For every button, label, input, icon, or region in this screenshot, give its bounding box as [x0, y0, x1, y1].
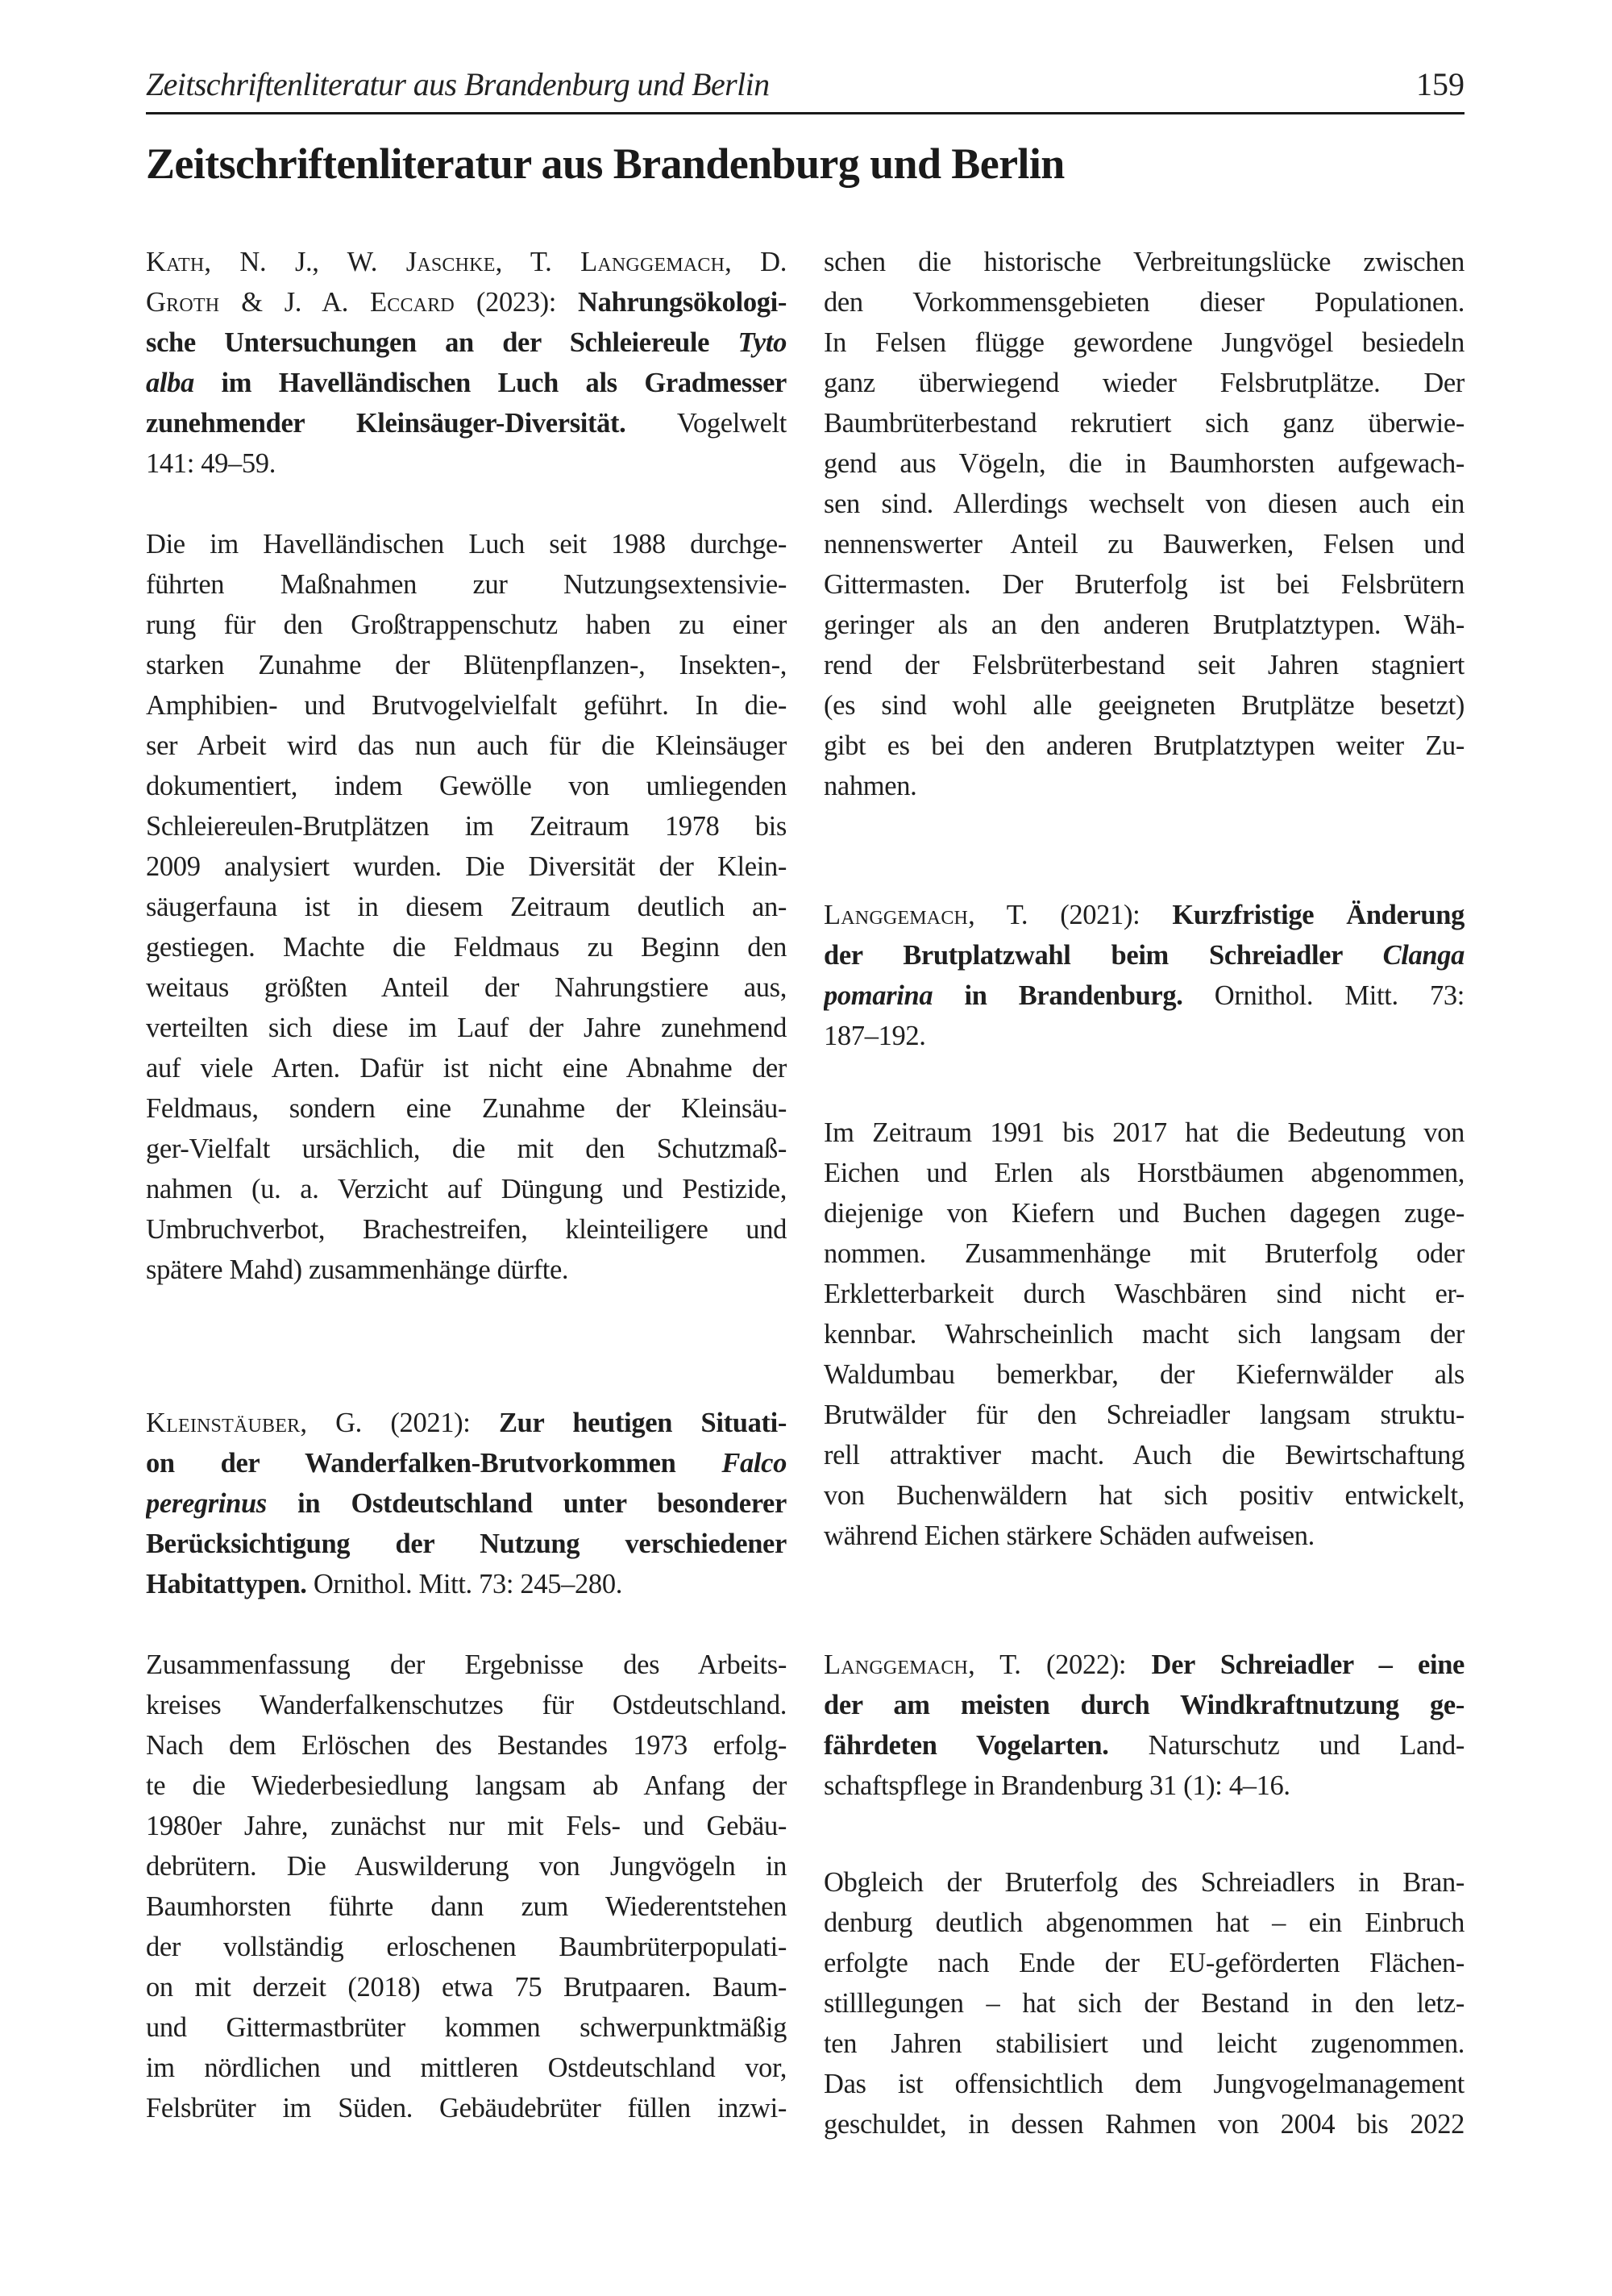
text-run: nommen. Zusammenhänge mit Bruterfolg oder: [824, 1238, 1465, 1269]
entry-langgemach-2022-citation: [824, 1645, 1465, 1806]
text-run: nahmen.: [824, 771, 917, 801]
text-run: , G. (2021):: [300, 1408, 500, 1438]
text-line: [824, 1274, 1465, 1314]
text-line: [824, 443, 1465, 484]
text-line: [146, 524, 787, 564]
text-run: Eichen und Erlen als Horstbäumen abgenommen,: [824, 1158, 1465, 1188]
text-line: [146, 1564, 787, 1604]
author-name: Kath: [146, 247, 205, 277]
text-line: [824, 645, 1465, 685]
text-line: [146, 1725, 787, 1766]
text-line: [824, 242, 1465, 282]
text-run: Erkletterbarkeit durch Waschbären sind nicht er-: [824, 1279, 1465, 1309]
entry-kath-2023-abstract: [146, 524, 787, 1290]
text-run: Brutwälder für den Schreiadler langsam struktu-: [824, 1400, 1465, 1430]
article-title-run: Falco: [721, 1448, 787, 1479]
text-run: gestiegen. Machte die Feldmaus zu Beginn den: [146, 932, 787, 963]
author-name: Groth: [146, 287, 220, 318]
text-run: Die im Havelländischen Luch seit 1988 durchge-: [146, 529, 787, 559]
text-line: [824, 975, 1465, 1016]
text-line: [824, 1354, 1465, 1395]
text-line: [824, 766, 1465, 806]
text-line: [824, 1153, 1465, 1193]
text-line: [824, 726, 1465, 766]
text-run: nahmen (u. a. Verzicht auf Düngung und Pestizide,: [146, 1174, 787, 1204]
text-run: auf viele Arten. Dafür ist nicht eine Abnahme der: [146, 1053, 787, 1084]
text-run: denburg deutlich abgenommen hat – ein Einbruch: [824, 1907, 1465, 1938]
text-run: den Vorkommensgebieten dieser Populationen.: [824, 287, 1465, 318]
text-line: [146, 1483, 787, 1524]
article-title-run: im Havelländischen Luch als Gradmesser: [193, 368, 787, 398]
text-line: [146, 1886, 787, 1927]
text-line: [146, 1685, 787, 1725]
text-line: [824, 895, 1465, 935]
text-run: starken Zunahme der Blütenpflanzen-, Insekten-,: [146, 650, 787, 680]
text-line: [824, 1314, 1465, 1354]
text-line: [146, 726, 787, 766]
text-run: säugerfauna ist in diesem Zeitraum deutlich an-: [146, 892, 787, 922]
text-line: [824, 1233, 1465, 1274]
text-line: [824, 484, 1465, 524]
text-line: [146, 766, 787, 806]
entry-kleinstaeuber-2021-citation: [146, 1403, 787, 1604]
text-line: [146, 1048, 787, 1088]
text-run: geschuldet, in dessen Rahmen von 2004 bis 2022: [824, 2109, 1465, 2140]
text-run: , T.: [495, 247, 581, 277]
text-line: [824, 1395, 1465, 1435]
text-run: ger-Vielfalt ursächlich, die mit den Schutzmaß-: [146, 1133, 787, 1164]
text-line: [146, 322, 787, 363]
entry-langgemach-2022-abstract: [824, 1862, 1465, 2144]
text-run: rend der Felsbrüterbestand seit Jahren stagniert: [824, 650, 1465, 680]
entry-kleinstaeuber-2021-abstract: [146, 1645, 787, 2128]
page-number: 159: [1416, 66, 1465, 102]
text-run: spätere Mahd) zusammenhänge dürfte.: [146, 1254, 569, 1285]
author-name: Langgemach: [824, 900, 969, 930]
text-run: 1980er Jahre, zunächst nur mit Fels- und Gebäu-: [146, 1811, 787, 1841]
author-name: Jaschke: [405, 247, 496, 277]
text-run: Das ist offensichtlich dem Jungvogelmanagement: [824, 2069, 1465, 2099]
article-title-run: Habitattypen.: [146, 1569, 307, 1599]
running-title: Zeitschriftenliteratur aus Brandenburg und Berlin: [146, 66, 770, 102]
text-line: [824, 1766, 1465, 1806]
text-run: Obgleich der Bruterfolg des Schreiadlers in Bran-: [824, 1867, 1465, 1898]
text-run: verteilten sich diese im Lauf der Jahre zunehmend: [146, 1013, 787, 1043]
text-run: ganz überwiegend wieder Felsbrutplätze. Der: [824, 368, 1465, 398]
text-run: schen die historische Verbreitungslücke zwischen: [824, 247, 1465, 277]
text-line: [824, 1113, 1465, 1153]
text-run: Vogelwelt: [625, 408, 787, 439]
text-line: [146, 1443, 787, 1483]
author-name: Eccard: [369, 287, 455, 318]
text-line: [146, 564, 787, 605]
text-line: [146, 1250, 787, 1290]
text-line: [146, 1169, 787, 1209]
text-run: 187–192.: [824, 1021, 926, 1051]
text-line: [824, 1685, 1465, 1725]
text-line: [824, 1725, 1465, 1766]
article-title-run: sche Untersuchungen an der Schleiereule: [146, 327, 738, 358]
text-line: [824, 2104, 1465, 2144]
text-line: [146, 1967, 787, 2007]
text-run: weitaus größten Anteil der Nahrungstiere aus,: [146, 972, 787, 1003]
entry-kath-2023-citation: [146, 242, 787, 484]
text-run: Amphibien- und Brutvogelvielfalt geführt. In die-: [146, 690, 787, 721]
text-run: rell attraktiver macht. Auch die Bewirtschaftung: [824, 1440, 1465, 1470]
text-run: Zusammenfassung der Ergebnisse des Arbeits-: [146, 1649, 787, 1680]
text-line: [146, 1645, 787, 1685]
text-run: on mit derzeit (2018) etwa 75 Brutpaaren. Baum-: [146, 1972, 787, 2003]
text-run: ten Jahren stabilisiert und leicht zugenommen.: [824, 2028, 1465, 2059]
text-run: gend aus Vögeln, die in Baumhorsten aufgewach-: [824, 448, 1465, 479]
text-run: 2009 analysiert wurden. Die Diversität der Klein-: [146, 851, 787, 882]
text-line: [146, 2088, 787, 2128]
text-run: Felsbrüter im Süden. Gebäudebrüter füllen inzwi-: [146, 2093, 787, 2123]
text-run: Gittermasten. Der Bruterfolg ist bei Felsbrütern: [824, 569, 1465, 600]
text-run: Nach dem Erlöschen des Bestandes 1973 erfolg-: [146, 1730, 787, 1761]
text-run: Im Zeitraum 1991 bis 2017 hat die Bedeutung von: [824, 1117, 1465, 1148]
entry-langgemach-2021-abstract: [824, 1113, 1465, 1556]
text-run: während Eichen stärkere Schäden aufweisen.: [824, 1520, 1315, 1551]
author-name: Kleinstäuber: [146, 1408, 301, 1438]
text-line: [824, 1475, 1465, 1516]
text-line: [146, 242, 787, 282]
text-line: [146, 1524, 787, 1564]
article-title-run: on der Wanderfalken-Brutvorkommen: [146, 1448, 722, 1479]
running-head: [146, 64, 1465, 114]
text-run: sen sind. Allerdings wechselt von diesen auch ein: [824, 489, 1465, 519]
text-line: [146, 806, 787, 846]
article-title-run: Tyto: [737, 327, 787, 358]
text-line: [146, 1129, 787, 1169]
section-title: Zeitschriftenliteratur aus Brandenburg und Berlin: [146, 139, 1065, 188]
article-title-run: alba: [146, 368, 194, 398]
text-run: , D.: [725, 247, 787, 277]
article-title-run: Der Schreiadler – eine: [1151, 1649, 1465, 1680]
text-run: kreises Wanderfalkenschutzes für Ostdeutschland.: [146, 1690, 787, 1720]
article-title-run: in Brandenburg.: [933, 980, 1183, 1011]
text-line: [824, 2064, 1465, 2104]
text-run: der vollständig erloschenen Baumbrüterpopulati-: [146, 1932, 787, 1962]
text-line: [146, 1008, 787, 1048]
text-run: rung für den Großtrappenschutz haben zu einer: [146, 609, 787, 640]
text-line: [824, 1193, 1465, 1233]
text-line: [146, 605, 787, 645]
text-run: Schleiereulen-Brutplätzen im Zeitraum 1978 bis: [146, 811, 787, 842]
text-line: [146, 2007, 787, 2048]
article-title-run: der am meisten durch Windkraftnutzung ge-: [824, 1690, 1465, 1720]
text-line: [146, 927, 787, 967]
text-line: [824, 403, 1465, 443]
text-line: [146, 1088, 787, 1129]
article-title-run: in Ostdeutschland unter besonderer: [266, 1488, 787, 1519]
text-line: [146, 685, 787, 726]
text-line: [824, 1516, 1465, 1556]
text-line: [824, 1016, 1465, 1056]
text-run: gibt es bei den anderen Brutplatztypen weiter Zu-: [824, 730, 1465, 761]
text-line: [146, 1403, 787, 1443]
text-line: [824, 1435, 1465, 1475]
text-run: Naturschutz und Land-: [1108, 1730, 1465, 1761]
text-run: Feldmaus, sondern eine Zunahme der Kleinsäu-: [146, 1093, 787, 1124]
text-run: diejenige von Kiefern und Buchen dagegen zuge-: [824, 1198, 1465, 1229]
article-title-run: Kurzfristige Änderung: [1172, 900, 1465, 930]
text-line: [824, 685, 1465, 726]
article-title-run: der Brutplatzwahl beim Schreiadler: [824, 940, 1383, 971]
text-line: [146, 1927, 787, 1967]
article-title-run: Berücksichtigung der Nutzung verschiedener: [146, 1529, 787, 1559]
text-run: In Felsen flügge gewordene Jungvögel besiedeln: [824, 327, 1465, 358]
text-run: Ornithol. Mitt. 73:: [1182, 980, 1465, 1011]
text-run: von Buchenwäldern hat sich positiv entwickelt,: [824, 1480, 1465, 1511]
text-run: und Gittermastbrüter kommen schwerpunktmäßig: [146, 2012, 787, 2043]
text-line: [146, 846, 787, 887]
text-run: führten Maßnahmen zur Nutzungsextensivie-: [146, 569, 787, 600]
text-run: kennbar. Wahrscheinlich macht sich langsam der: [824, 1319, 1465, 1350]
author-name: Langgemach: [580, 247, 725, 277]
text-line: [146, 967, 787, 1008]
text-line: [146, 1846, 787, 1886]
text-line: [146, 645, 787, 685]
text-line: [824, 524, 1465, 564]
text-line: [146, 1209, 787, 1250]
text-line: [146, 282, 787, 322]
text-line: [146, 403, 787, 443]
text-run: , T. (2021):: [968, 900, 1173, 930]
text-run: erfolgte nach Ende der EU-geförderten Flächen-: [824, 1948, 1465, 1978]
article-title-run: fährdeten Vogelarten.: [824, 1730, 1109, 1761]
text-line: [824, 1983, 1465, 2024]
text-line: [146, 1766, 787, 1806]
text-line: [824, 2024, 1465, 2064]
text-line: [146, 2048, 787, 2088]
text-run: dokumentiert, indem Gewölle von umliegenden: [146, 771, 787, 801]
text-line: [146, 443, 787, 484]
author-name: Langgemach: [824, 1649, 969, 1680]
text-run: 141: 49–59.: [146, 448, 276, 479]
article-title-run: pomarina: [824, 980, 933, 1011]
text-line: [824, 1903, 1465, 1943]
text-run: nennenswerter Anteil zu Bauwerken, Felsen und: [824, 529, 1465, 559]
text-line: [824, 1645, 1465, 1685]
text-run: (es sind wohl alle geeigneten Brutplätze besetzt): [824, 690, 1465, 721]
text-run: Ornithol. Mitt. 73: 245–280.: [306, 1569, 622, 1599]
text-run: & J. A.: [219, 287, 370, 318]
text-line: [824, 1862, 1465, 1903]
text-run: im nördlichen und mittleren Ostdeutschland vor,: [146, 2053, 787, 2083]
text-run: geringer als an den anderen Brutplatztypen. Wäh-: [824, 609, 1465, 640]
text-run: , N. J., W.: [204, 247, 406, 277]
text-run: debrütern. Die Auswilderung von Jungvögeln in: [146, 1851, 787, 1882]
text-run: , T. (2022):: [968, 1649, 1152, 1680]
text-line: [824, 935, 1465, 975]
text-line: [824, 605, 1465, 645]
entry-langgemach-2021-citation: [824, 895, 1465, 1056]
text-line: [824, 322, 1465, 363]
text-line: [824, 1943, 1465, 1983]
text-run: (2023):: [454, 287, 579, 318]
text-line: [146, 363, 787, 403]
entry-kleinstaeuber-2021-abstract-continued: [824, 242, 1465, 806]
text-run: Umbruchverbot, Brachestreifen, kleinteiligere und: [146, 1214, 787, 1245]
text-run: Waldumbau bemerkbar, der Kiefernwälder als: [824, 1359, 1465, 1390]
text-run: schaftspflege in Brandenburg 31 (1): 4–16.: [824, 1770, 1290, 1801]
text-run: stilllegungen – hat sich der Bestand in den letz-: [824, 1988, 1465, 2019]
article-title-run: zunehmender Kleinsäuger-Diversität.: [146, 408, 626, 439]
text-line: [824, 282, 1465, 322]
article-title-run: Clanga: [1382, 940, 1465, 971]
text-line: [146, 1806, 787, 1846]
article-title-run: Zur heutigen Situati-: [499, 1408, 787, 1438]
text-run: Baumbrüterbestand rekrutiert sich ganz überwie-: [824, 408, 1465, 439]
article-title-run: peregrinus: [146, 1488, 267, 1519]
text-line: [824, 363, 1465, 403]
text-line: [824, 564, 1465, 605]
text-run: te die Wiederbesiedlung langsam ab Anfang der: [146, 1770, 787, 1801]
text-line: [146, 887, 787, 927]
text-run: Baumhorsten führte dann zum Wiederentstehen: [146, 1891, 787, 1922]
text-run: ser Arbeit wird das nun auch für die Kleinsäuger: [146, 730, 787, 761]
article-title-run: Nahrungsökologi-: [578, 287, 787, 318]
